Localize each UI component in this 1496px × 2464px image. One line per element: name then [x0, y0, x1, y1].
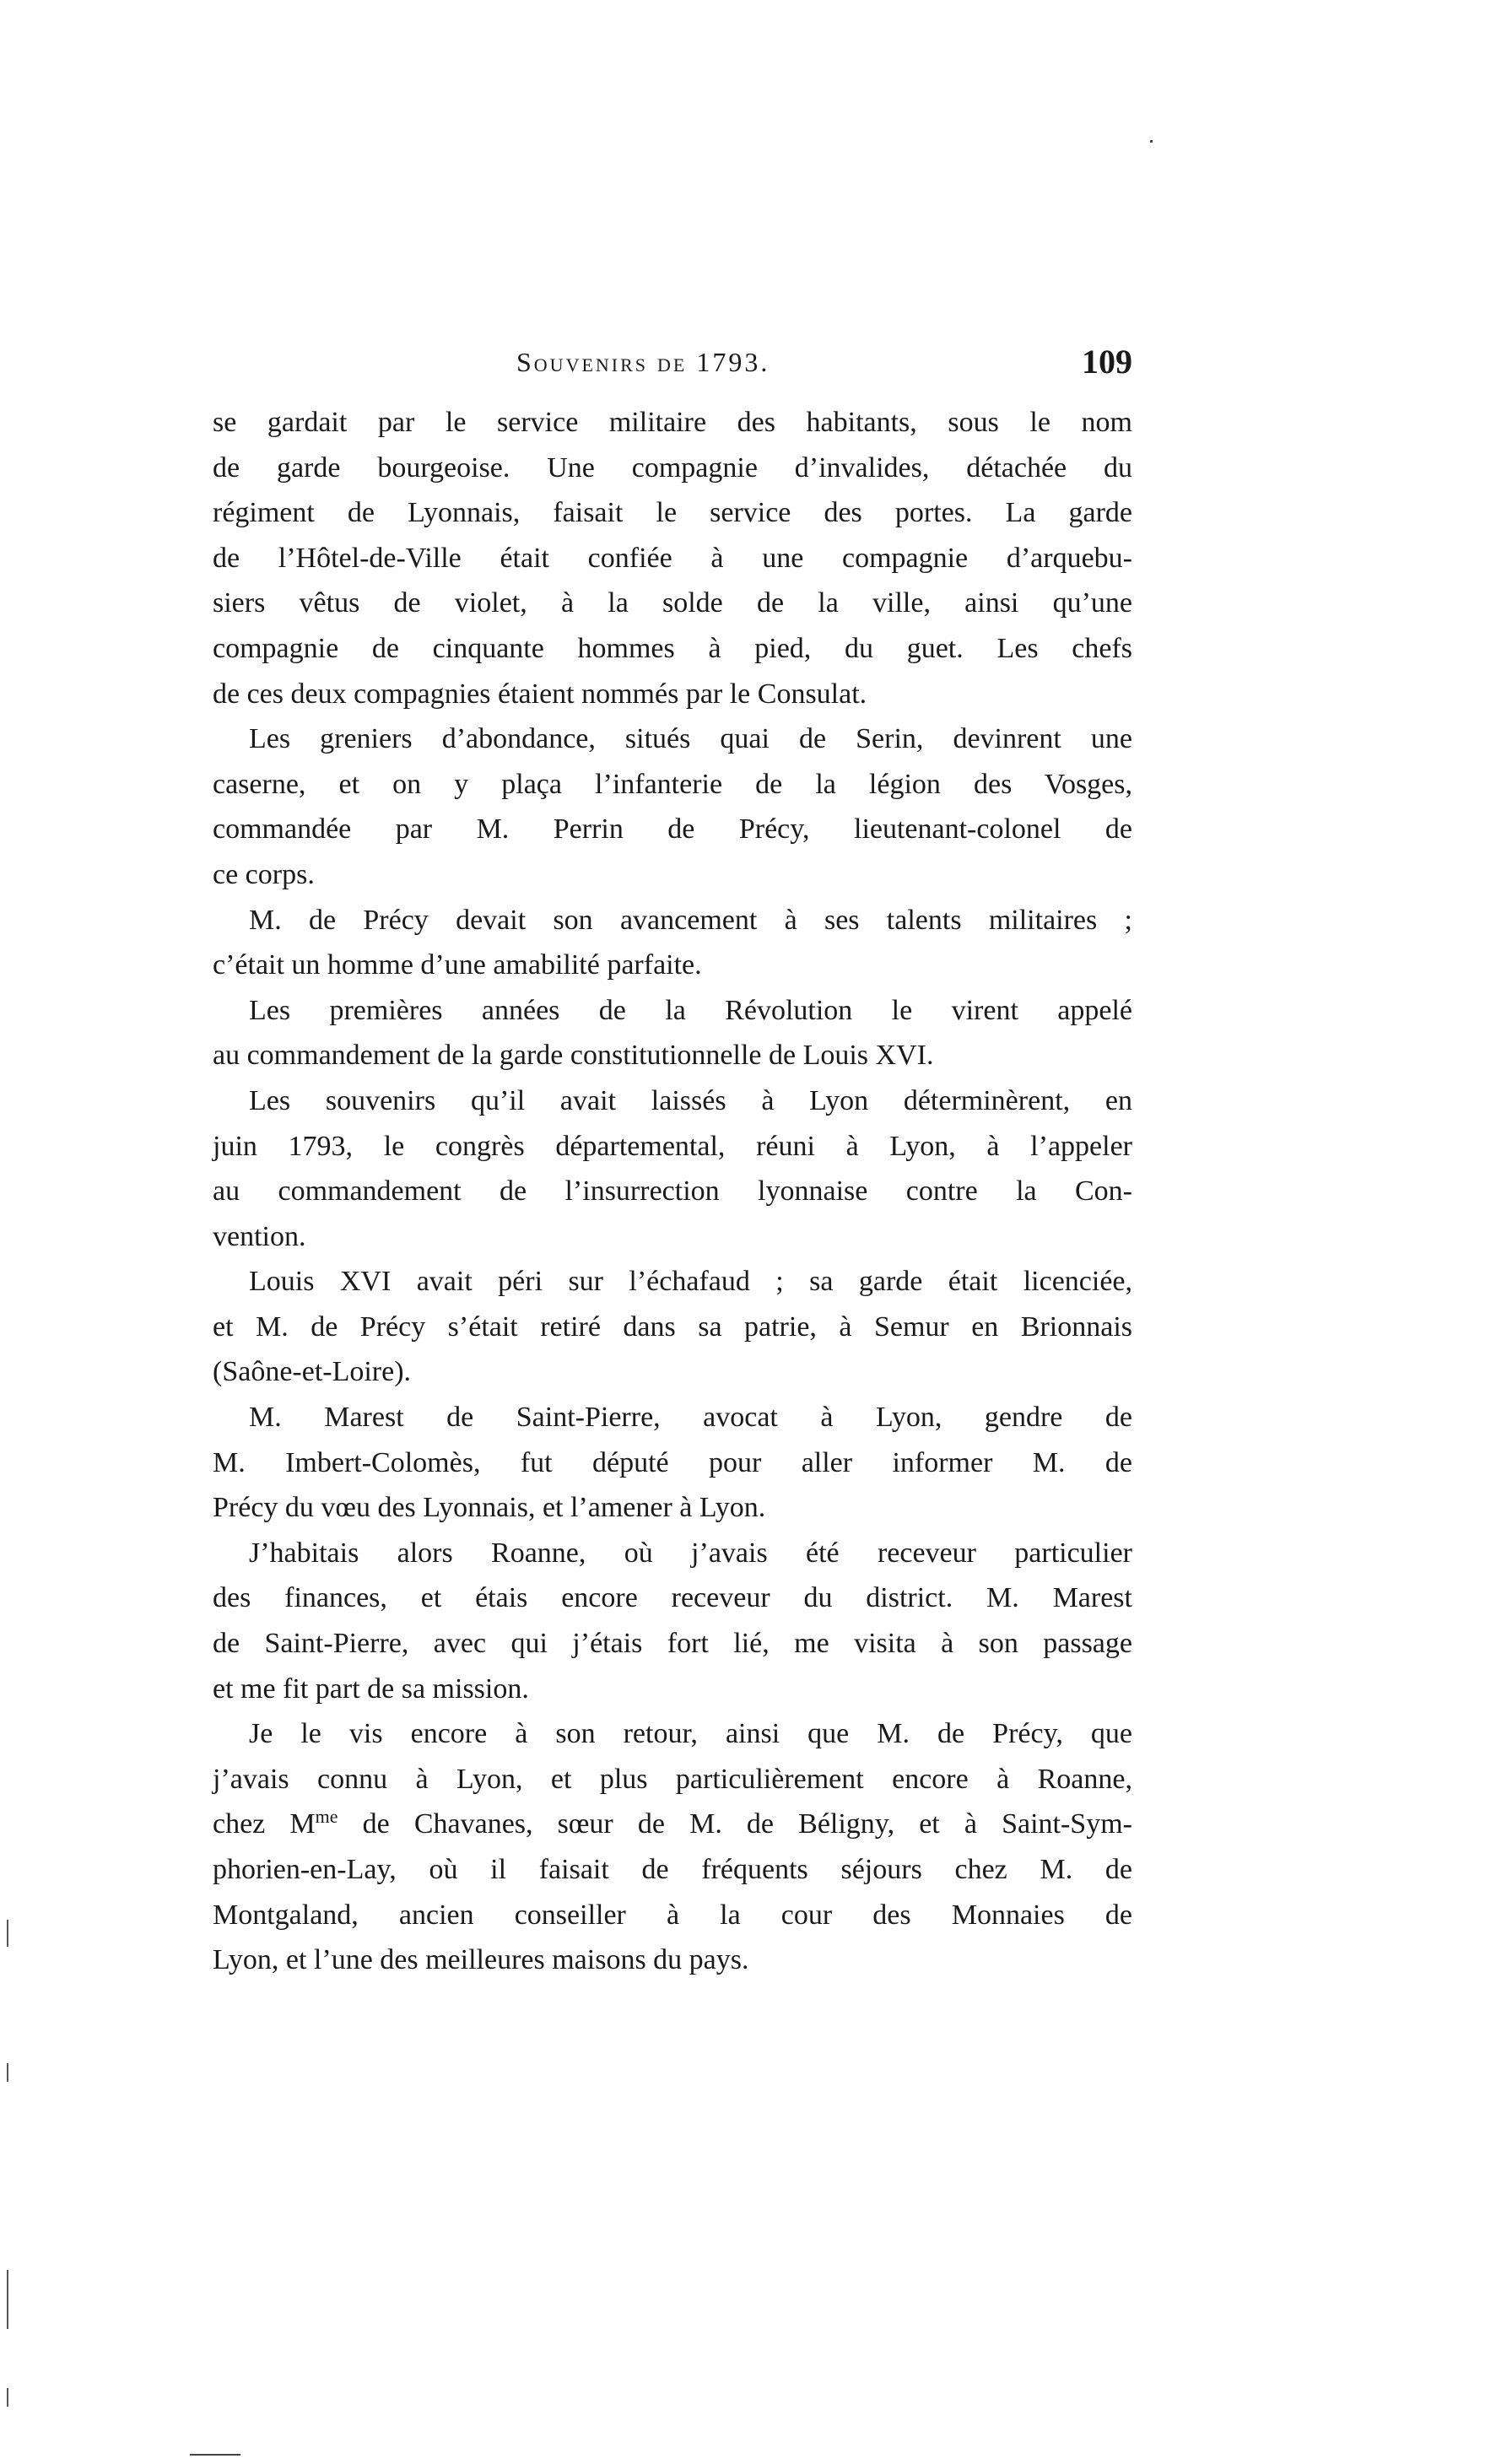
scan-mark — [190, 2454, 240, 2456]
text-line: M. Marest de Saint-Pierre, avocat à Lyon, gendre de — [249, 1402, 1132, 1434]
paragraph — [213, 1078, 1132, 1259]
text-segment: de Chavanes, sœur de M. de Béligny, et à Saint-Sym- — [338, 1808, 1132, 1840]
text-segment: chez M — [213, 1808, 316, 1840]
text-line: phorien-en-Lay, où il faisait de fréquents séjours chez M. de — [213, 1854, 1132, 1885]
text-line: de garde bourgeoise. Une compagnie d’invalides, détachée du — [213, 451, 1132, 484]
scan-mark — [7, 2270, 8, 2329]
paragraph — [213, 1259, 1132, 1395]
page-number: 109 — [1082, 343, 1132, 381]
text-line: M. Imbert-Colomès, fut député pour aller informer M. de — [213, 1446, 1132, 1478]
text-line: des finances, et étais encore receveur du district. M. Marest — [213, 1582, 1132, 1614]
text-line: caserne, et on y plaça l’infanterie de la légion des Vosges, — [213, 768, 1132, 800]
text-line: juin 1793, le congrès départemental, réuni à Lyon, à l’appeler — [213, 1130, 1132, 1162]
text-line: et M. de Précy s’était retiré dans sa patrie, à Semur en Brionnais — [213, 1310, 1132, 1343]
text-line: Lyon, et l’une des meilleures maisons du pays. — [213, 1944, 749, 1976]
text-line: ce corps. — [213, 858, 315, 890]
paragraph — [213, 1531, 1132, 1711]
text-line: siers vêtus de violet, à la solde de la ville, ainsi qu’une — [213, 587, 1132, 619]
text-line: se gardait par le service militaire des habitants, sous le nom — [213, 407, 1132, 438]
scan-mark — [7, 2063, 8, 2082]
text-line: de l’Hôtel-de-Ville était confiée à une compagnie d’arquebu- — [213, 542, 1132, 574]
text-line: M. de Précy devait son avancement à ses talents militaires ; — [249, 904, 1132, 936]
text-line: Les souvenirs qu’il avait laissés à Lyon déterminèrent, en — [249, 1084, 1132, 1116]
text-line: Louis XVI avait péri sur l’échafaud ; sa garde était licenciée, — [249, 1266, 1132, 1298]
text-line: Précy du vœu des Lyonnais, et l’amener à Lyon. — [213, 1492, 766, 1524]
text-line: de ces deux compagnies étaient nommés par le Consulat. — [213, 678, 867, 710]
text-line: Les premières années de la Révolution le virent appelé — [249, 994, 1132, 1026]
text-line-with-superscript — [213, 1802, 1132, 1847]
paragraph — [213, 716, 1132, 897]
scan-mark — [7, 1920, 8, 1947]
text-line: c’était un homme d’une amabilité parfaite. — [213, 949, 702, 981]
paragraph — [213, 898, 1132, 988]
text-line: Je le vis encore à son retour, ainsi que M. de Précy, que — [249, 1718, 1132, 1750]
paragraph — [213, 400, 1132, 716]
text-line: Les greniers d’abondance, situés quai de Serin, devinrent une — [249, 723, 1132, 755]
text-line: (Saône-et-Loire). — [213, 1356, 412, 1388]
running-title: Souvenirs de 1793. — [516, 347, 770, 377]
paragraph — [213, 988, 1132, 1078]
text-line: j’avais connu à Lyon, et plus particulièrement encore à Roanne, — [213, 1763, 1132, 1795]
text-line: régiment de Lyonnais, faisait le service des portes. La garde — [213, 497, 1132, 529]
text-line: Montgaland, ancien conseiller à la cour des Monnaies de — [213, 1899, 1132, 1931]
text-line: au commandement de la garde constitutionnelle de Louis XVI. — [213, 1040, 934, 1072]
text-line: vention. — [213, 1220, 306, 1252]
scan-mark — [1150, 140, 1153, 143]
text-line: compagnie de cinquante hommes à pied, du guet. Les chefs — [213, 632, 1132, 664]
paragraph — [213, 1395, 1132, 1531]
text-line: commandée par M. Perrin de Précy, lieutenant-colonel de — [213, 813, 1132, 846]
running-head — [213, 342, 1132, 392]
text-line: J’habitais alors Roanne, où j’avais été receveur particulier — [249, 1537, 1132, 1569]
superscript: me — [315, 1806, 338, 1828]
paragraph — [213, 1711, 1132, 1983]
scan-mark — [7, 2388, 8, 2407]
body-text — [213, 400, 1132, 1983]
text-line: au commandement de l’insurrection lyonnaise contre la Con- — [213, 1175, 1132, 1208]
text-line: de Saint-Pierre, avec qui j’étais fort lié, me visita à son passage — [213, 1628, 1132, 1660]
text-line: et me fit part de sa mission. — [213, 1672, 529, 1705]
